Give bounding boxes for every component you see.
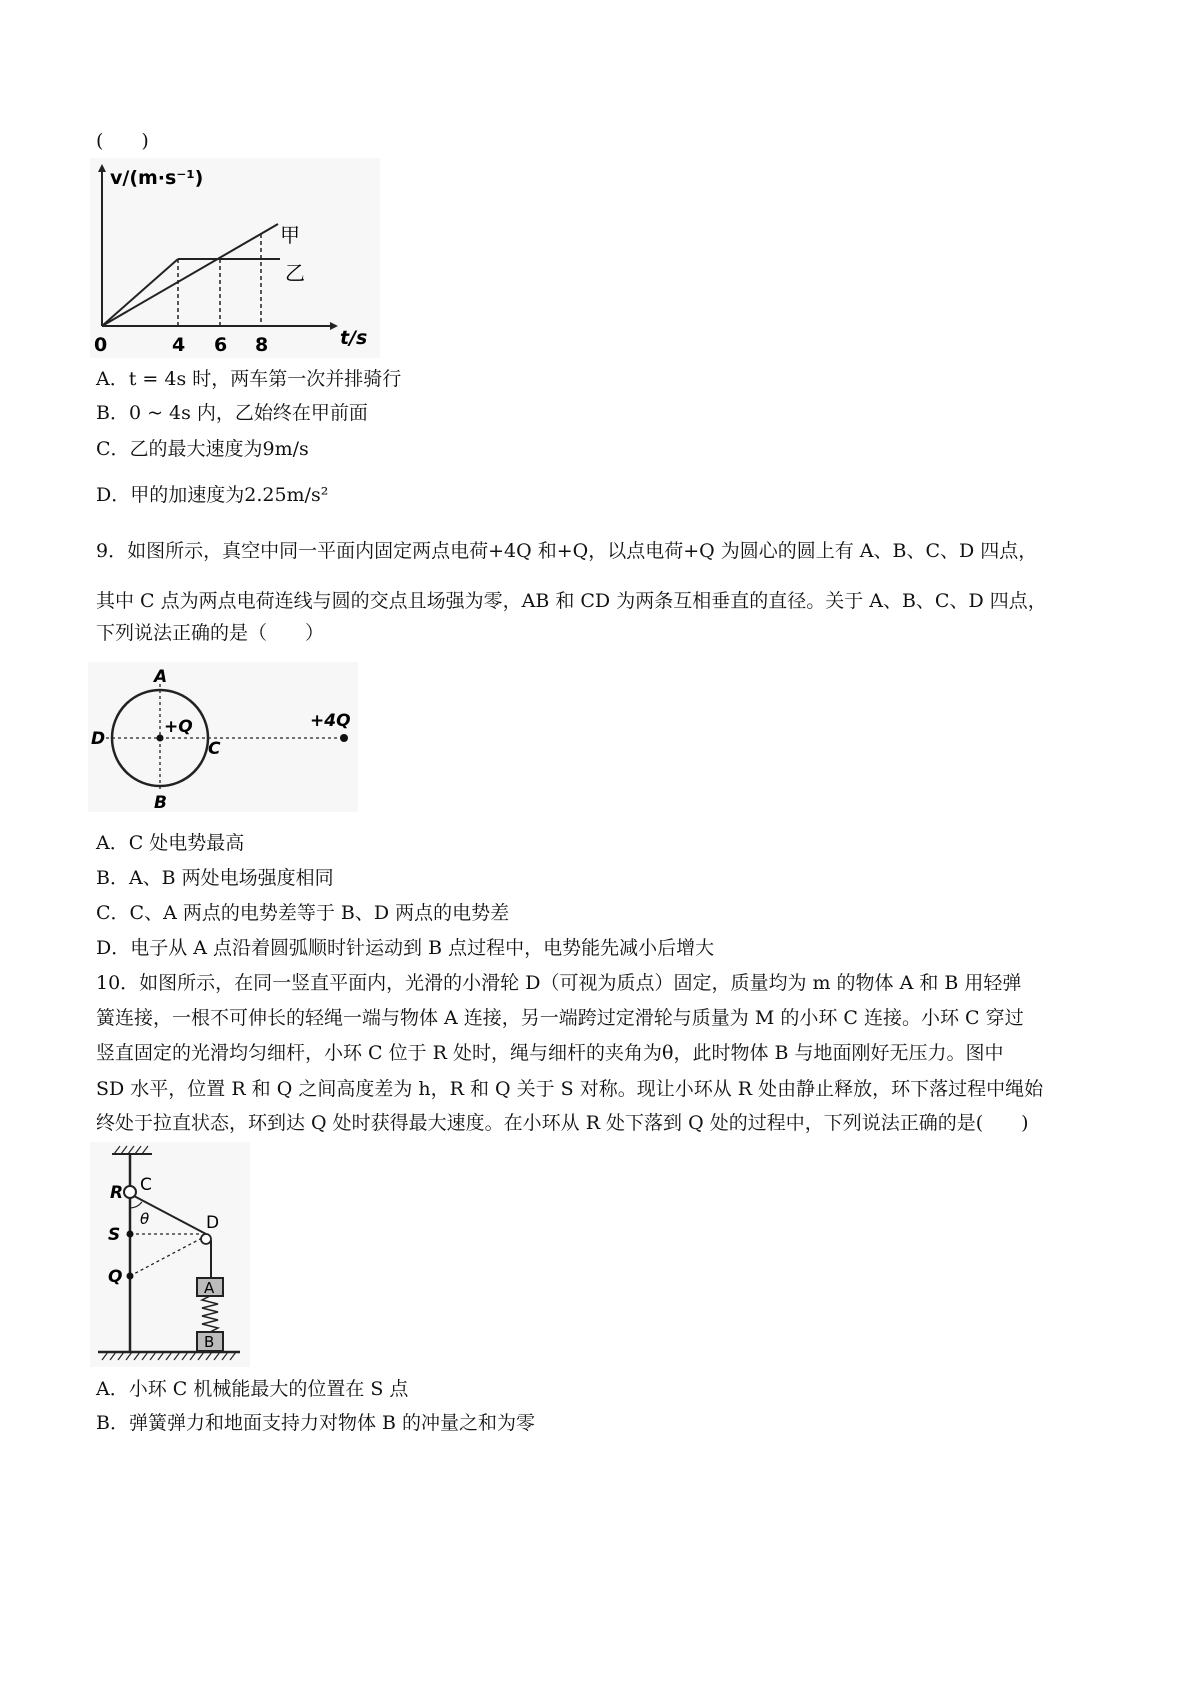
point-q: [127, 1273, 134, 1280]
q10-option-a: A．小环 C 机械能最大的位置在 S 点: [96, 1378, 409, 1400]
q10-option-b: B．弹簧弹力和地面支持力对物体 B 的冲量之和为零: [96, 1412, 536, 1434]
tick-6: 6: [214, 334, 228, 356]
q8-option-c: C．乙的最大速度为9m/s: [96, 438, 309, 460]
label-q: +Q: [164, 717, 193, 737]
q9-stem-line1: 9．如图所示，真空中同一平面内固定两点电荷+4Q 和+Q，以点电荷+Q 为圆心的圆上有 A、B、C、D 四点，: [96, 540, 1038, 562]
q9-option-b: B．A、B 两处电场强度相同: [96, 867, 334, 889]
q9-option-c: C．C、A 两点的电势差等于 B、D 两点的电势差: [96, 902, 510, 924]
charge-4q-dot: [340, 734, 348, 742]
label-d: D: [206, 1213, 220, 1233]
q9-stem-line2: 其中 C 点为两点电荷连线与圆的交点且场强为零，AB 和 CD 为两条互相垂直的直径。关于 A、B、C、D 四点，: [96, 590, 1047, 612]
y-axis-label: v/(m·s⁻¹): [110, 167, 204, 189]
pulley-d: [201, 1234, 211, 1244]
label-yi: 乙: [285, 261, 305, 285]
q8-option-a: A．t = 4s 时，两车第一次并排骑行: [96, 368, 402, 390]
label-r: R: [110, 1183, 124, 1203]
q10-stem-line1: 10．如图所示，在同一竖直平面内，光滑的小滑轮 D（可视为质点）固定，质量均为 m 的物体 A 和 B 用轻弹: [96, 972, 1022, 994]
label-jia: 甲: [280, 223, 300, 247]
label-q: Q: [108, 1267, 123, 1287]
q8-vt-graph: [90, 158, 380, 358]
x-axis-label: t/s: [340, 327, 368, 349]
label-c: C: [208, 739, 221, 759]
label-b: B: [154, 793, 167, 812]
origin-label: 0: [94, 334, 108, 356]
point-s: [127, 1231, 134, 1238]
q9-option-d: D．电子从 A 点沿着圆弧顺时针运动到 B 点过程中，电势能先减小后增大: [96, 937, 715, 959]
q8-answer-bracket: ( ): [96, 130, 149, 152]
q9-stem-line3: 下列说法正确的是（ ）: [96, 622, 325, 644]
label-c: C: [140, 1175, 152, 1195]
q10-stem-line5: 终处于拉直状态，环到达 Q 处时获得最大速度。在小环从 R 处下落到 Q 处的过程中，下列说法正确的是( ): [96, 1112, 1029, 1134]
label-s: S: [108, 1225, 121, 1245]
q10-stem-line4: SD 水平，位置 R 和 Q 之间高度差为 h，R 和 Q 关于 S 对称。现让小环从 R 处由静止释放，环下落过程中绳始: [96, 1078, 1044, 1100]
q8-option-b: B．0 ~ 4s 内，乙始终在甲前面: [96, 402, 368, 424]
q10-stem-line3: 竖直固定的光滑均匀细杆，小环 C 位于 R 处时，绳与细杆的夹角为θ，此时物体 B 与地面刚好无压力。图中: [96, 1042, 1004, 1064]
label-a: A: [154, 667, 168, 687]
tick-4: 4: [172, 334, 186, 356]
label-a: A: [204, 1279, 215, 1297]
q10-stem-line2: 簧连接，一根不可伸长的轻绳一端与物体 A 连接，另一端跨过定滑轮与质量为 M 的小环 C 连接。小环 C 穿过: [96, 1007, 1024, 1029]
q10-pulley-figure: [90, 1142, 250, 1367]
q8-option-d: D．甲的加速度为2.25m/s²: [96, 484, 329, 506]
label-b: B: [204, 1333, 215, 1351]
charge-q-dot: [157, 735, 164, 742]
q9-circle-figure: [88, 662, 358, 812]
q9-option-a: A．C 处电势最高: [96, 832, 245, 854]
tick-8: 8: [255, 334, 269, 356]
label-d: D: [91, 729, 106, 749]
label-theta: θ: [140, 1210, 150, 1228]
label-4q: +4Q: [310, 711, 351, 731]
